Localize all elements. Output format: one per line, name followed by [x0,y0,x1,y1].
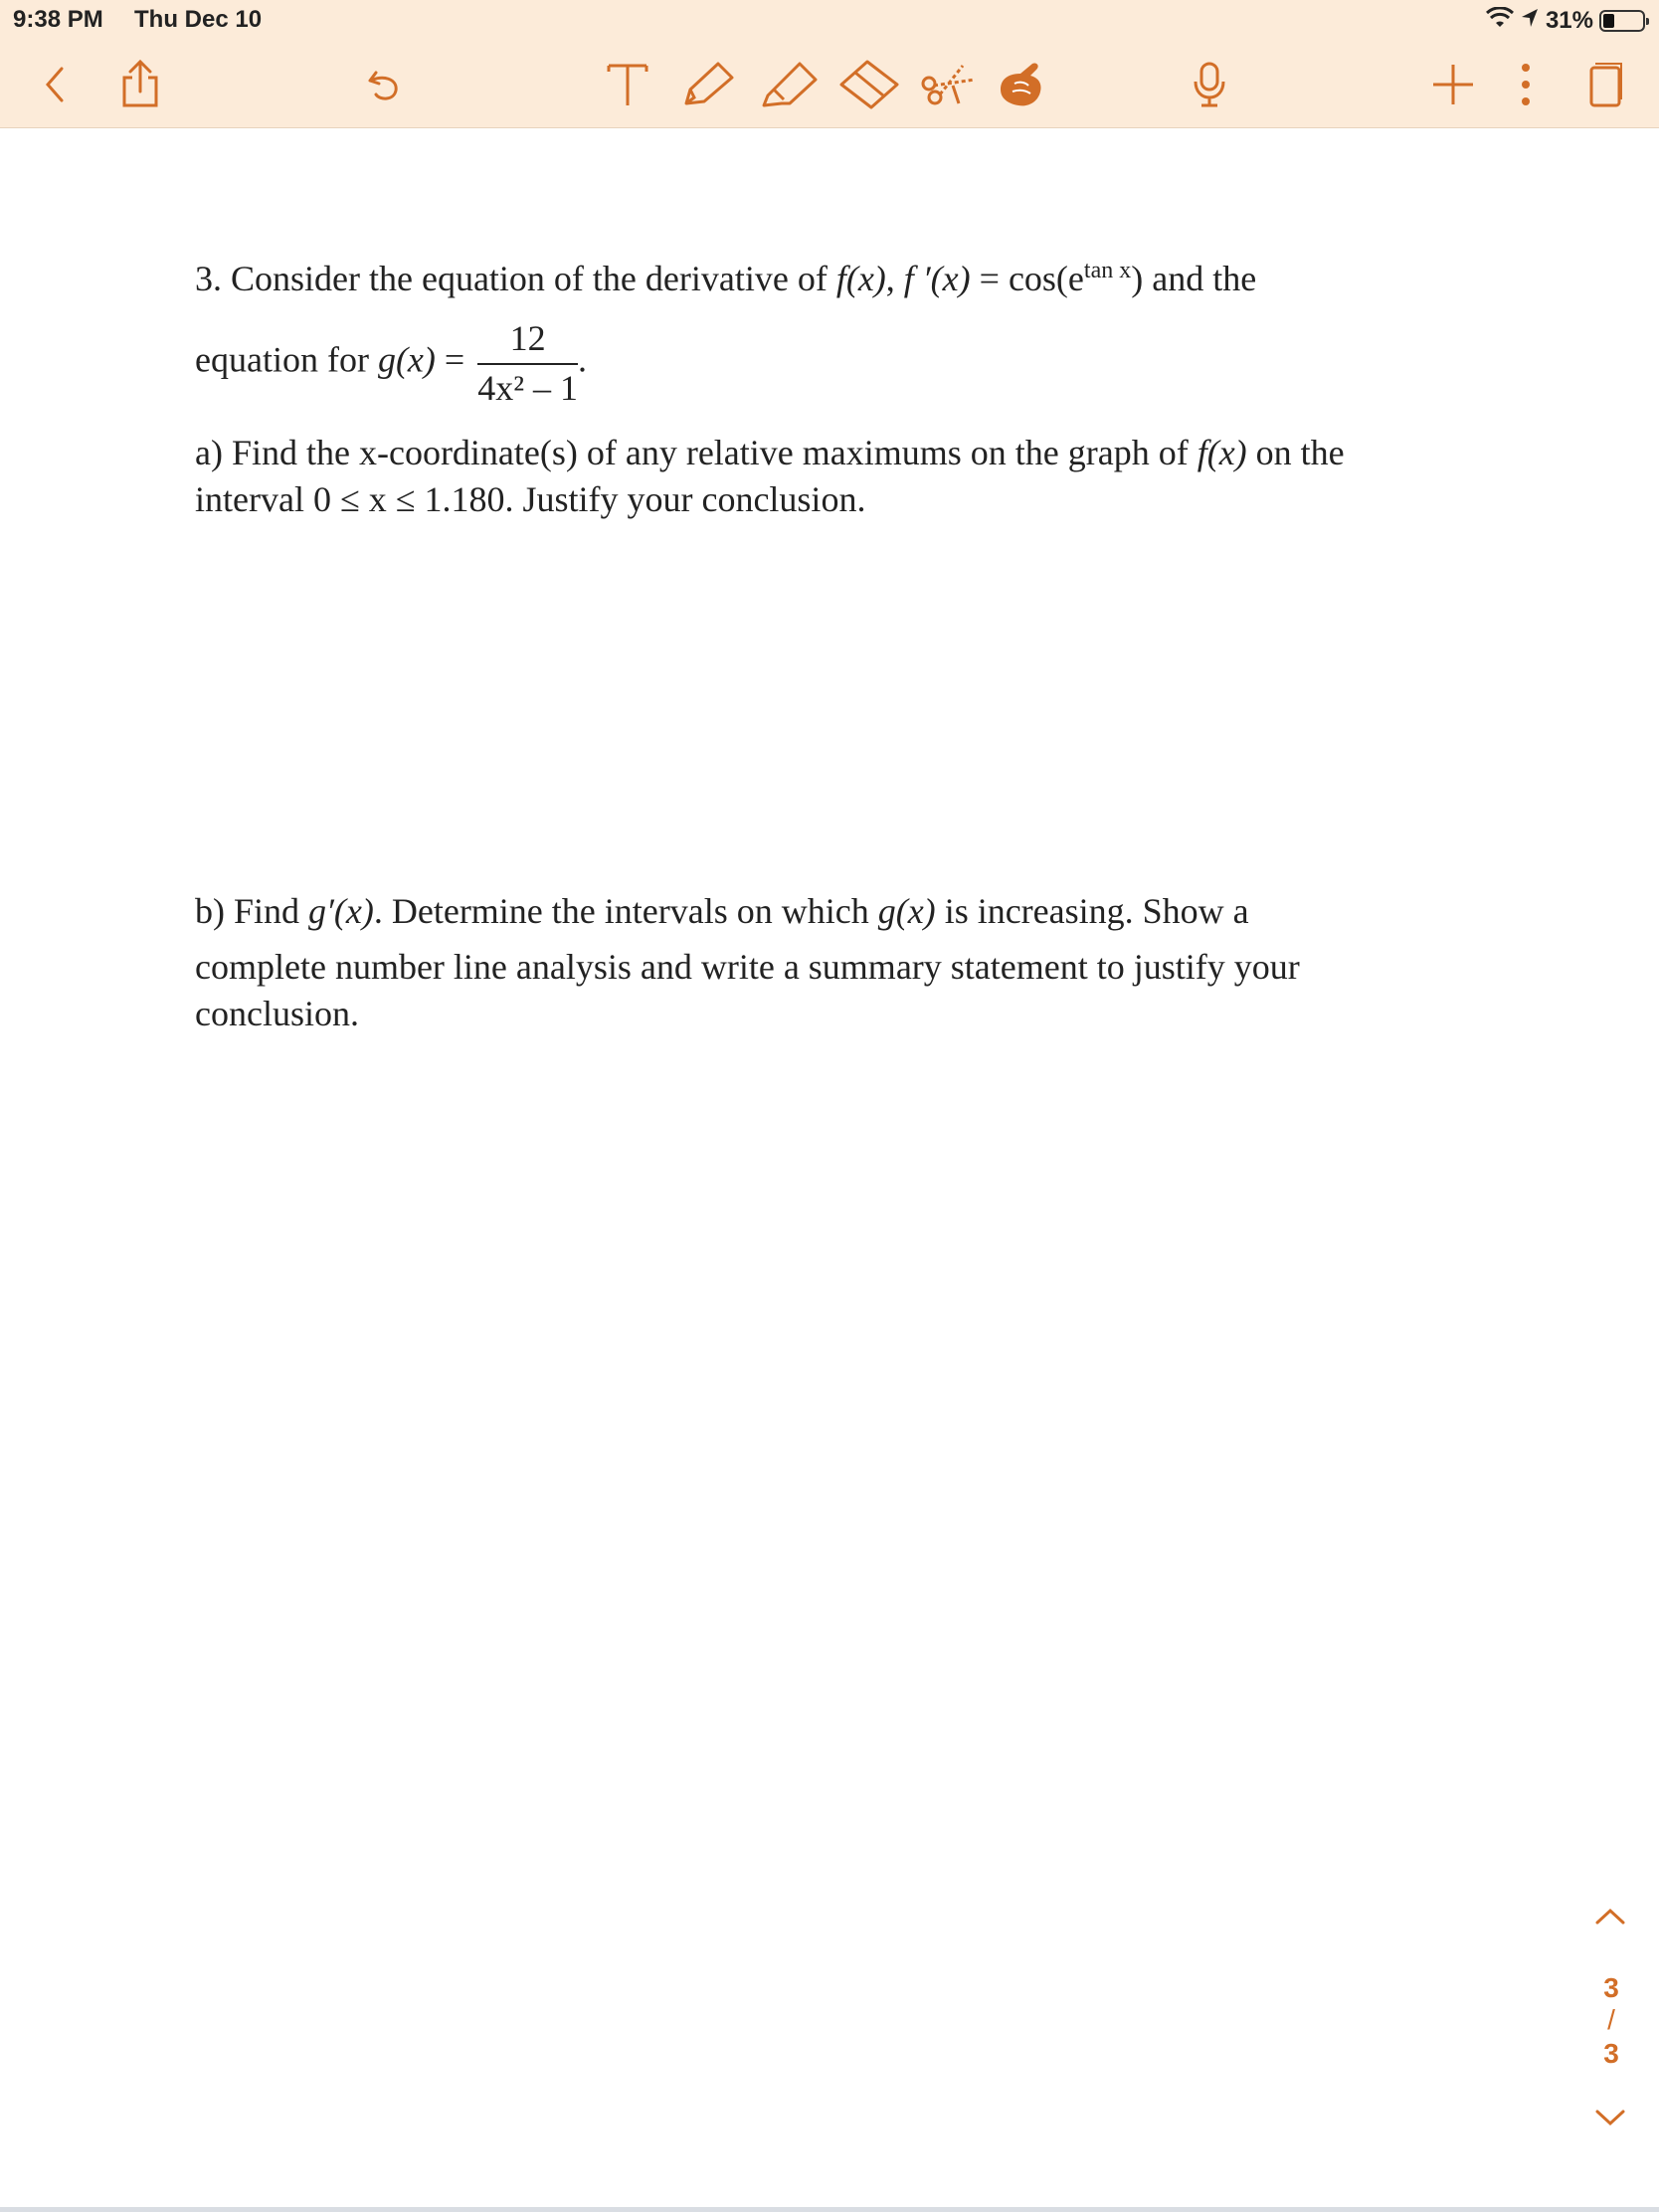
status-indicators [1486,6,1645,36]
page-separator: / [1607,2004,1615,2035]
hand-tool-button[interactable] [993,60,1048,109]
battery-icon [1599,10,1645,32]
part-b-line-1 [195,890,1249,932]
add-icon [1430,62,1476,107]
more-icon [1520,62,1532,107]
battery-percent: 31% [1545,7,1593,34]
more-button[interactable] [1516,60,1536,109]
eraser-icon [837,60,901,109]
undo-icon [364,65,404,104]
location-arrow-icon [1520,7,1540,36]
current-page: 3 [1603,1972,1619,2003]
share-icon [118,60,162,109]
share-button[interactable] [117,60,163,109]
f-of-x: f(x) [835,259,886,298]
eraser-tool-button[interactable] [837,60,901,109]
g-intro: equation for [195,339,378,380]
part-b-text: b) Find [195,891,309,931]
part-b-text-end: is increasing. Show a [935,891,1249,931]
part-b-text-mid: . Determine the intervals on which [373,891,878,931]
pen-icon [678,60,738,109]
g-prime-of-x: g′(x) [308,891,374,931]
exponent: tan x [1083,258,1132,283]
q3-intro-end: ) and the [1131,259,1257,298]
question-line-1 [195,258,1256,299]
part-b-line-2: complete number line analysis and write a summary statement to justify your [195,947,1300,987]
fraction-denominator: 4x² – 1 [477,368,579,408]
back-button[interactable] [36,60,72,109]
scissors-icon [917,60,981,109]
back-icon [40,65,68,104]
g-of-x: g(x) [377,339,436,380]
g-of-x: g(x) [877,891,936,931]
microphone-button[interactable] [1190,60,1229,109]
part-b-line-3: conclusion. [195,994,359,1033]
pages-button[interactable] [1585,60,1625,109]
period: . [578,339,588,380]
bottom-divider [0,2207,1659,2212]
status-date: Thu Dec 10 [134,6,263,33]
status-time: 9:38 PM [13,6,103,33]
part-a-text: a) Find the x-coordinate(s) of any relative maximums on the graph of [195,433,1198,472]
scissors-tool-button[interactable] [917,60,981,109]
equals: = [435,339,474,380]
status-bar [0,0,1659,42]
fraction-numerator: 12 [477,317,578,365]
previous-page-icon[interactable] [1593,1905,1627,1927]
text-tool-button[interactable] [605,60,650,109]
part-a-line-1 [195,432,1345,473]
page-navigator [1589,1905,1633,2143]
document-page[interactable] [0,128,1659,2207]
f-of-x: f(x) [1197,433,1247,472]
derivative-expression: = cos(e [970,259,1084,298]
wifi-icon [1486,7,1514,36]
next-page-icon[interactable] [1593,2108,1627,2129]
undo-button[interactable] [362,60,406,109]
pages-icon [1585,60,1625,109]
f-prime-of-x: f ′(x) [903,259,971,298]
pen-tool-button[interactable] [678,60,738,109]
part-a-text-end: on the [1246,433,1345,472]
toolbar [0,42,1659,128]
add-button[interactable] [1430,60,1476,109]
text-tool-icon [605,60,650,109]
part-a-line-2: interval 0 ≤ x ≤ 1.180. Justify your conclusion. [195,479,866,519]
total-pages: 3 [1603,2038,1619,2069]
q3-intro: 3. Consider the equation of the derivative of [195,259,836,298]
comma: , [885,259,904,298]
highlighter-tool-button[interactable] [758,60,822,109]
g-fraction [477,317,578,409]
hand-icon [993,60,1048,109]
question-line-2 [195,317,587,409]
microphone-icon [1190,60,1229,109]
highlighter-icon [758,60,822,109]
